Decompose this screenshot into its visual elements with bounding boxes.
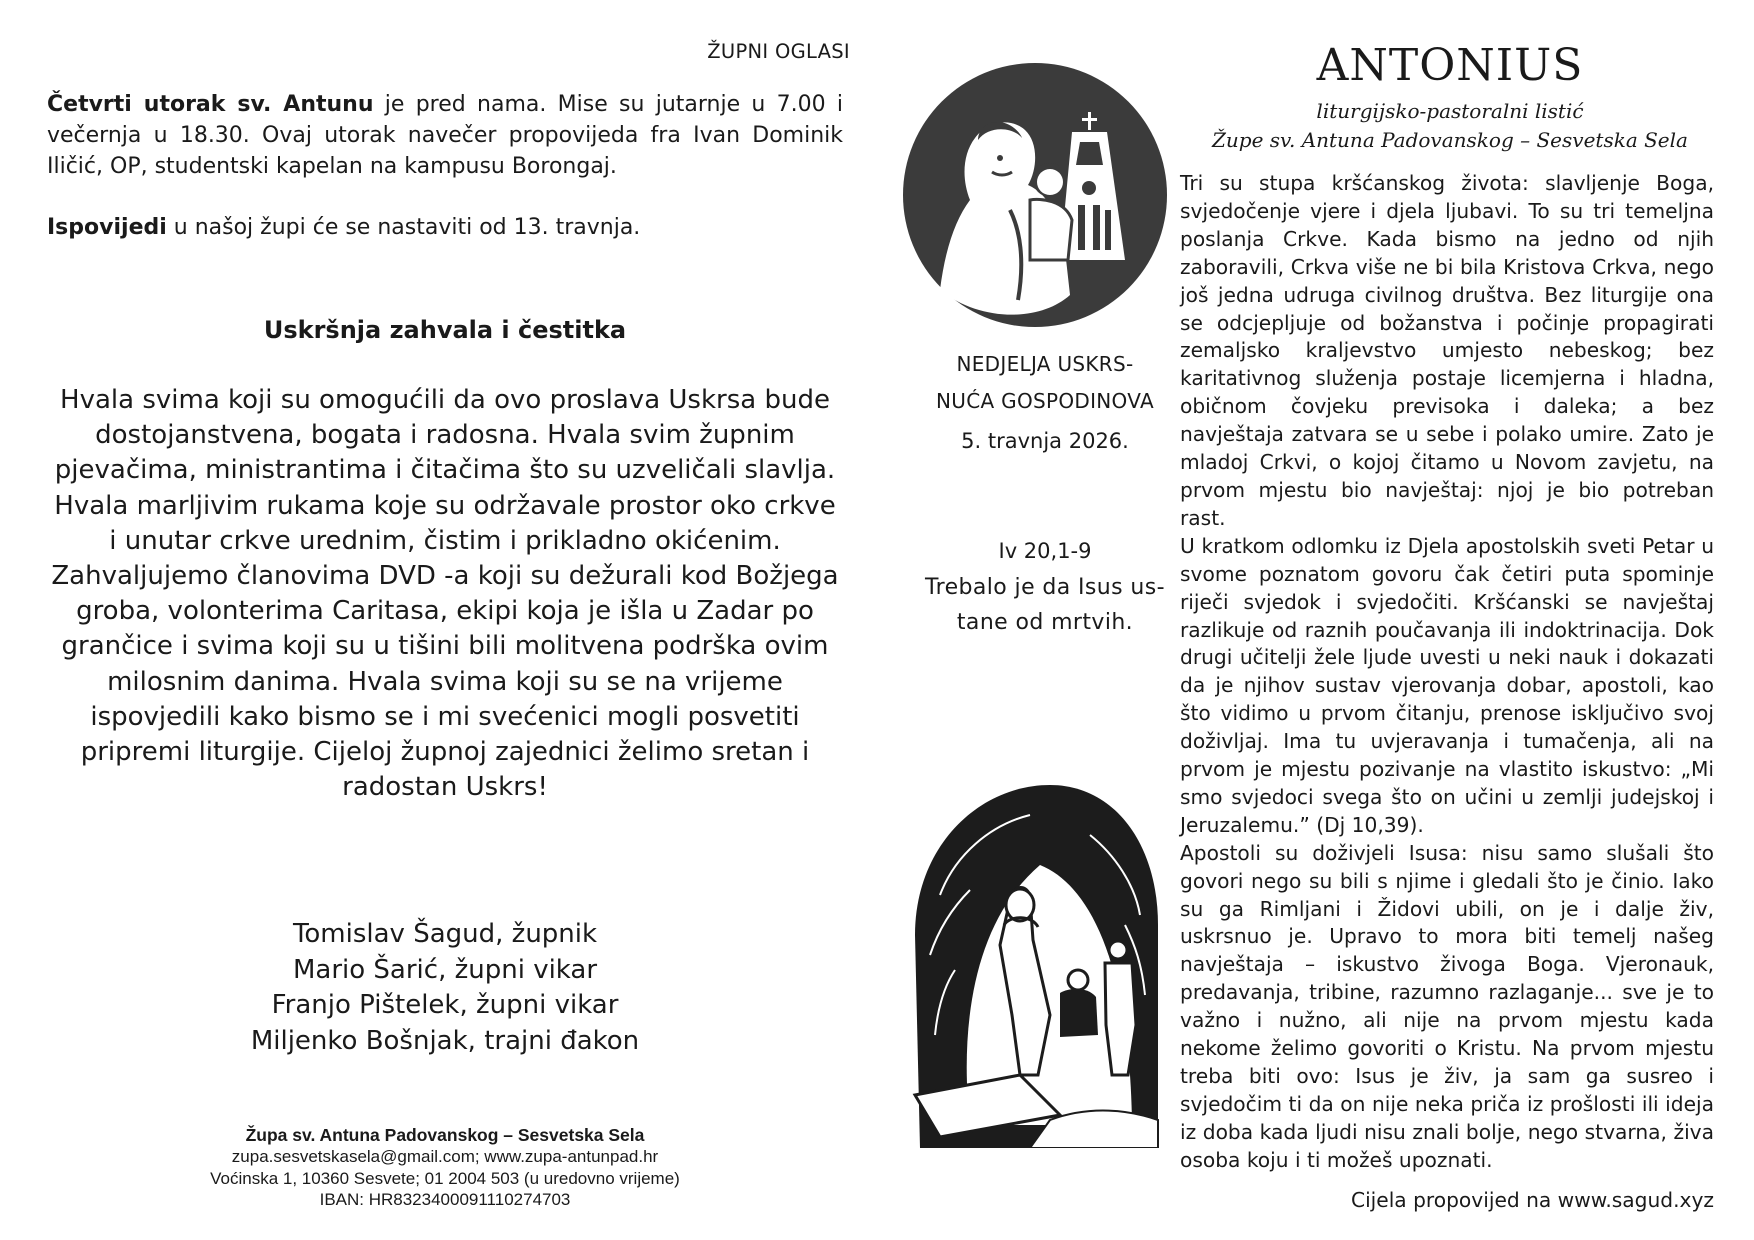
signature-line: Tomislav Šagud, župnik [292, 919, 598, 949]
homily-text [1180, 170, 1714, 1175]
signatures [47, 917, 843, 1059]
footer-address: Voćinska 1, 10360 Sesvete; 01 2004 503 (u uredovno vrijeme) [210, 1168, 680, 1188]
sunday-date: 5. travnja 2026. [961, 429, 1129, 453]
st-anthony-logo-icon [900, 60, 1170, 330]
masthead-subtitle: liturgijsko-pastoralni listić [1316, 99, 1584, 123]
sunday-title [895, 346, 1195, 420]
sunday-title-line2: NUĆA GOSPODINOVA [936, 389, 1154, 413]
full-homily-link[interactable]: Cijela propovijed na www.sagud.xyz [1350, 1188, 1714, 1212]
gospel-reference: Iv 20,1-9 [998, 539, 1092, 563]
signature-line: Miljenko Bošnjak, trajni đakon [250, 1025, 640, 1056]
masthead-parish: Župe sv. Antuna Padovanskog – Sesvetska Sela [1212, 128, 1688, 152]
homily-paragraph: Tri su stupa kršćanskog života: slavljenje Boga, svjedočenje vjere i djela ljubavi. To su tri temeljna poslanja Crkve. Kada bismo na jedno od njih zaboravili, Crkva više ne bi bila Kristova Crkva, nego još jedna udruga civilnog društva. Bez liturgije ona se odcjepljuje od božanstva i počinje propagirati zemaljsko kraljevstvo umjesto nebeskog; bez karitativnog služenja postaje licemjerna i hladna, običnom čovjeku previsoka i daleka; a bez navještaja zatvara se u sebe i polako umire. Zato je mladoj Crkvi, o kojoj čitamo u Novom zavjetu, na prvom mjestu bio navještaj: njoj je bio potreban rast. [1180, 171, 1714, 530]
confession-notice-text: u našoj župi će se nastaviti od 13. travnja. [166, 215, 641, 240]
confession-notice-bold: Ispovijedi [47, 215, 167, 240]
tuesday-notice-bold: Četvrti utorak sv. Antunu [47, 92, 374, 117]
gospel-quote-line1: Trebalo je da Isus us- [925, 575, 1165, 600]
signature-line: Franjo Pištelek, župni vikar [271, 990, 619, 1020]
signature-line: Mario Šarić, župni vikar [292, 954, 598, 985]
tuesday-notice [47, 89, 843, 182]
empty-tomb-illustration [900, 775, 1165, 1148]
masthead-title: ANTONIUS [1316, 40, 1584, 91]
sunday-title-line1: NEDJELJA USKRS- [956, 352, 1134, 376]
gospel-quote [895, 570, 1195, 640]
footer-contact: zupa.sesvetskasela@gmail.com; www.zupa-antunpad.hr [231, 1147, 659, 1166]
footer-iban: IBAN: HR8323400091110274703 [319, 1190, 571, 1209]
parish-footer [47, 1124, 843, 1211]
notices-heading: ŽUPNI OGLASI [707, 40, 850, 63]
homily-paragraph: U kratkom odlomku iz Djela apostolskih sveti Petar u svome poznatom govoru čak četiri puta spominje riječi svjedok i svjedočiti. Kršćanski se navještaj razlikuje od raznih poučavanja ili indoktrinacija. Dok drugi učitelji žele ljude uvesti u neki nauk i dokazati da je njihov sustav vjerovanja dobar, apostoli, kao što vidimo u prvom čitanju, prenose isključivo svoj doživljaj. Ima tu uvjeravanja i tumačenja, ali na prvom je mjestu pozivanje na vlastito iskustvo: „Mi smo svjedoci svega što on učini u zemlji judejskoj i Jeruzalemu.” (Dj 10,39). [1180, 533, 1714, 837]
footer-parish-name: Župa sv. Antuna Padovanskog – Sesvetska Sela [245, 1125, 645, 1145]
tuesday-notice-text: je pred nama. Mise su jutarnje u 7.00 i večernja u 18.30. Ovaj utorak navečer propovijeda fra Ivan Dominik Iličić, OP, studentski kapelan na kampusu Borongaj. [47, 92, 844, 179]
thanks-title: Uskršnja zahvala i čestitka [263, 316, 627, 344]
homily-paragraph: Apostoli su doživjeli Isusa: nisu samo slušali što govori nego su bili s njime i gledali što je činio. Iako su ga Rimljani i Židovi ubili, on je i dalje živ, uskrsnuo je. Upravo to mora biti temelj našeg navještaja – iskustvo živoga Boga. Vjeronauk, predavanja, tribine, razumno razlaganje... sve je to važno i nužno, ali nije na prvom mjestu kada nekome želimo govoriti o Kristu. Na prvom mjestu treba biti ovo: Isus je živ, ja sam ga susreo i svjedočim ti da on nije neka priča iz prošlosti ili ideja iz doba kada ljudi nisu znali bolje, nego stvarna, živa osoba koju i ti možeš upoznati. [1180, 840, 1714, 1172]
thanks-body: Hvala svima koji su omogućili da ovo proslava Uskrsa bude dostojanstvena, bogata i radosna. Hvala svim župnim pjevačima, ministrantima i čitačima što su uzveličali slavlja. Hvala marljivim rukama koje su održavale prostor oko crkve i unutar crkve urednim, čistim i prikladno okićenim. Zahvaljujemo članovima DVD -a koji su dežurali kod Božjega groba, volonterima Caritasa, ekipi koja je išla u Zadar po grančice i svima koji su u tišini bili molitvena podrška ovim milosnim danima. Hvala svima koji su se na vrijeme ispovjedili kako bismo se i mi svećenici mogli posvetiti pripremi liturgije. Cijeloj župnoj zajednici želimo sretan i radostan Uskrs! [51, 385, 839, 803]
confession-notice [47, 212, 843, 243]
gospel-quote-line2: tane od mrtvih. [956, 610, 1134, 635]
